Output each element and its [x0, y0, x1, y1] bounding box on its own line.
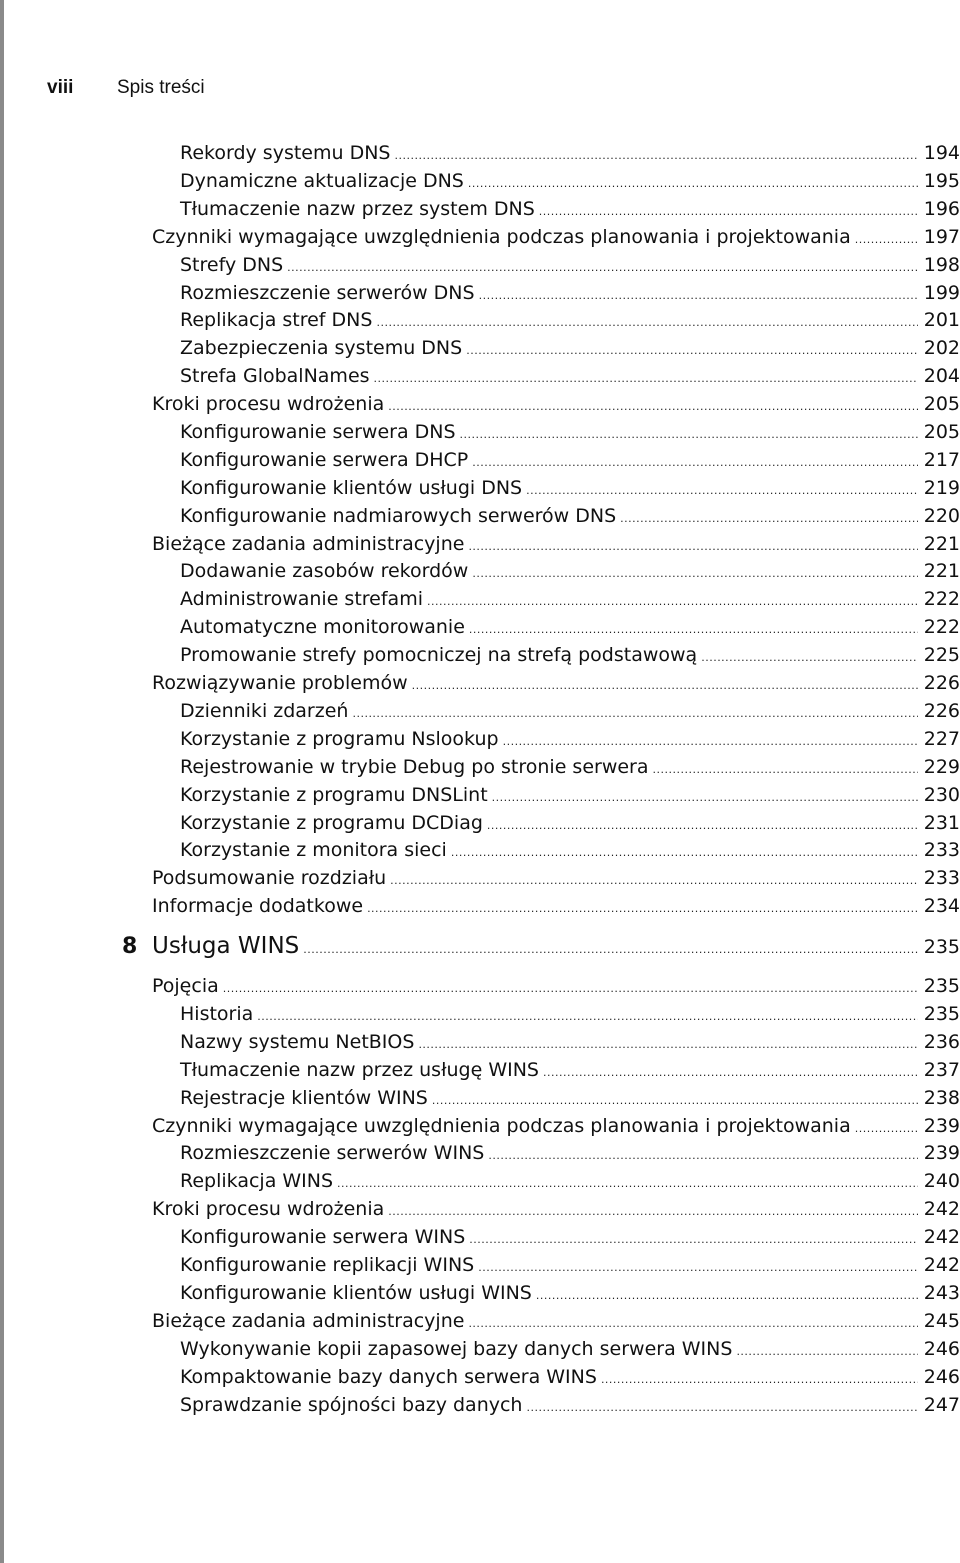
toc-row[interactable] [0, 418, 960, 446]
toc-entry[interactable] [152, 672, 960, 694]
toc-entry-title[interactable]: Konfigurowanie serwera DNS [180, 421, 456, 443]
dot-leader [601, 1373, 918, 1386]
toc-entry[interactable] [180, 1087, 960, 1109]
toc-entry[interactable] [152, 1310, 960, 1332]
toc-entry[interactable] [180, 449, 960, 471]
toc-page-number[interactable]: 222 [923, 588, 960, 610]
toc-page-number[interactable]: 217 [923, 449, 960, 471]
toc-row[interactable] [0, 1363, 960, 1391]
toc-entry-title[interactable]: Promowanie strefy pomocniczej na strefą podstawową [180, 644, 698, 666]
toc-entry[interactable] [180, 254, 960, 276]
toc-entry-title[interactable]: Wykonywanie kopii zapasowej bazy danych serwera WINS [180, 1338, 733, 1360]
toc-page-number[interactable]: 221 [923, 533, 960, 555]
toc-page-number[interactable]: 239 [923, 1115, 960, 1137]
toc-row[interactable] [0, 1279, 960, 1307]
toc-entry-title[interactable]: Korzystanie z programu DCDiag [180, 812, 483, 834]
toc-entry-title[interactable]: Replikacja stref DNS [180, 309, 373, 331]
toc-row[interactable] [0, 362, 960, 390]
toc-entry[interactable] [180, 505, 960, 527]
dot-leader [390, 874, 918, 887]
toc-row[interactable] [0, 557, 960, 585]
toc-page-number[interactable]: 225 [923, 644, 960, 666]
toc-entry-title[interactable]: Korzystanie z programu DNSLint [180, 784, 488, 806]
toc-entry[interactable] [180, 142, 960, 164]
toc-entry[interactable] [180, 756, 960, 778]
toc-page-number[interactable]: 236 [923, 1031, 960, 1053]
toc-entry[interactable] [180, 337, 960, 359]
toc-row[interactable] [0, 334, 960, 362]
toc-row[interactable] [0, 892, 960, 920]
dot-leader [469, 623, 918, 636]
dot-leader [412, 679, 918, 692]
toc-row[interactable] [0, 1112, 960, 1140]
dot-leader [223, 982, 918, 995]
dot-leader [539, 205, 918, 218]
toc-entry[interactable] [180, 1142, 960, 1164]
toc-entry-title[interactable]: Pojęcia [152, 975, 219, 997]
toc-entry-title[interactable]: Kompaktowanie bazy danych serwera WINS [180, 1366, 597, 1388]
toc-page-number[interactable]: 234 [923, 895, 960, 917]
dot-leader [472, 567, 918, 580]
toc-page-number[interactable]: 194 [923, 142, 960, 164]
toc-entry-title[interactable]: Tłumaczenie nazw przez usługę WINS [180, 1059, 539, 1081]
toc-page-number[interactable]: 243 [923, 1282, 960, 1304]
toc-chapter-number: 8 [122, 933, 138, 959]
toc-page-number[interactable]: 235 [923, 975, 960, 997]
toc-entry-title[interactable]: Strefy DNS [180, 254, 284, 276]
dot-leader [432, 1094, 918, 1107]
toc-page-number[interactable]: 199 [923, 282, 960, 304]
dot-leader [469, 1233, 918, 1246]
toc-entry[interactable] [152, 1115, 960, 1137]
toc-entry-title[interactable]: Administrowanie strefami [180, 588, 423, 610]
dot-leader [427, 595, 918, 608]
dot-leader [374, 372, 918, 385]
toc-entry-title[interactable]: Konfigurowanie klientów usługi WINS [180, 1282, 532, 1304]
toc-page-number[interactable]: 233 [923, 867, 960, 889]
toc-entry-title[interactable]: Konfigurowanie replikacji WINS [180, 1254, 475, 1276]
toc-row[interactable] [0, 279, 960, 307]
toc-row[interactable] [0, 502, 960, 530]
toc-entry[interactable] [180, 1170, 960, 1192]
toc-entry-title[interactable]: Kroki procesu wdrożenia [152, 1198, 385, 1220]
toc-page-number[interactable]: 247 [923, 1394, 960, 1416]
toc-entry[interactable] [180, 1059, 960, 1081]
dot-leader [736, 1345, 918, 1358]
toc-entry[interactable] [180, 1003, 960, 1025]
toc-row[interactable] [0, 223, 960, 251]
toc-row[interactable] [0, 1028, 960, 1056]
toc-page-number[interactable]: 196 [923, 198, 960, 220]
toc-entry-title[interactable]: Dodawanie zasobów rekordów [180, 560, 469, 582]
dot-leader [367, 902, 918, 915]
dot-leader [526, 1401, 918, 1414]
toc-entry[interactable] [180, 1254, 960, 1276]
toc-page-number[interactable]: 226 [923, 672, 960, 694]
dot-leader [478, 1261, 918, 1274]
dot-leader [388, 1205, 918, 1218]
toc-entry[interactable] [180, 170, 960, 192]
toc-row[interactable] [0, 167, 960, 195]
dot-leader [468, 540, 918, 553]
toc-row[interactable] [0, 972, 960, 1000]
toc-row[interactable] [0, 251, 960, 279]
toc-entry[interactable] [180, 560, 960, 582]
toc-entry-title[interactable]: Podsumowanie rozdziału [152, 867, 387, 889]
toc-row[interactable] [0, 781, 960, 809]
toc-row[interactable] [0, 1139, 960, 1167]
toc-entry-title[interactable]: Konfigurowanie klientów usługi DNS [180, 477, 523, 499]
toc-entry-title[interactable]: Rozwiązywanie problemów [152, 672, 408, 694]
toc-entry[interactable] [180, 700, 960, 722]
toc-page-number[interactable]: 242 [923, 1198, 960, 1220]
toc-entry[interactable] [152, 533, 960, 555]
toc-row[interactable] [0, 195, 960, 223]
toc-page-number[interactable]: 222 [923, 616, 960, 638]
toc-entry-title[interactable]: Dynamiczne aktualizacje DNS [180, 170, 464, 192]
toc-entry-title[interactable]: Tłumaczenie nazw przez system DNS [180, 198, 535, 220]
page-number: viii [47, 77, 74, 98]
toc-entry[interactable] [180, 309, 960, 331]
toc-row[interactable] [0, 1084, 960, 1112]
toc-entry-title[interactable]: Konfigurowanie nadmiarowych serwerów DNS [180, 505, 617, 527]
toc-chapter-row[interactable] [0, 932, 960, 960]
toc-entry-title[interactable]: Konfigurowanie serwera DHCP [180, 449, 469, 471]
toc-page-number[interactable]: 238 [923, 1087, 960, 1109]
dot-leader [468, 1317, 918, 1330]
toc-row[interactable] [0, 1335, 960, 1363]
toc-entry[interactable] [180, 588, 960, 610]
toc-entry-title[interactable]: Rozmieszczenie serwerów WINS [180, 1142, 485, 1164]
toc-entry[interactable] [152, 933, 960, 959]
dot-leader [526, 484, 918, 497]
toc-page-number[interactable]: 227 [923, 728, 960, 750]
running-title: Spis treści [117, 77, 205, 98]
toc-page-number[interactable]: 204 [923, 365, 960, 387]
toc-page-number[interactable]: 221 [923, 560, 960, 582]
toc-page-number[interactable]: 242 [923, 1226, 960, 1248]
toc-row[interactable] [0, 390, 960, 418]
toc-entry-title[interactable]: Kroki procesu wdrożenia [152, 393, 385, 415]
toc-row[interactable] [0, 669, 960, 697]
toc-row[interactable] [0, 1307, 960, 1335]
toc-row[interactable] [0, 753, 960, 781]
toc-entry-title[interactable]: Czynniki wymagające uwzględnienia podczas planowania i projektowania [152, 226, 851, 248]
dot-leader [468, 177, 918, 190]
toc-entry[interactable] [152, 975, 960, 997]
toc-entry[interactable] [180, 1338, 960, 1360]
toc-entry[interactable] [152, 895, 960, 917]
toc-entry-title[interactable]: Historia [180, 1003, 254, 1025]
toc-page-number[interactable]: 219 [923, 477, 960, 499]
toc-page-number[interactable]: 240 [923, 1170, 960, 1192]
dot-leader [376, 316, 918, 329]
toc-entry[interactable] [180, 1366, 960, 1388]
toc-entry[interactable] [180, 728, 960, 750]
dot-leader [394, 149, 918, 162]
dot-leader [257, 1010, 918, 1023]
toc-entry-title[interactable]: Konfigurowanie serwera WINS [180, 1226, 466, 1248]
toc-entry-title[interactable]: Bieżące zadania administracyjne [152, 1310, 465, 1332]
dot-leader [855, 1122, 918, 1135]
dot-leader [466, 344, 918, 357]
toc-page-number[interactable]: 233 [923, 839, 960, 861]
dot-leader [543, 1066, 918, 1079]
toc-entry-title[interactable]: Sprawdzanie spójności bazy danych [180, 1394, 523, 1416]
toc-row[interactable] [0, 446, 960, 474]
dot-leader [451, 846, 918, 859]
dot-leader [620, 512, 918, 525]
toc-entry-title[interactable]: Usługa WINS [152, 933, 300, 959]
dot-leader [488, 1149, 918, 1162]
toc-page-number[interactable]: 230 [923, 784, 960, 806]
toc-entry-title[interactable]: Korzystanie z monitora sieci [180, 839, 447, 861]
toc-row[interactable] [0, 697, 960, 725]
toc-entry[interactable] [180, 1394, 960, 1416]
toc-entry-title[interactable]: Rozmieszczenie serwerów DNS [180, 282, 475, 304]
toc-row[interactable] [0, 809, 960, 837]
toc-entry[interactable] [180, 421, 960, 443]
dot-leader [653, 763, 918, 776]
toc-entry-title[interactable]: Bieżące zadania administracyjne [152, 533, 465, 555]
dot-leader [303, 943, 918, 956]
dot-leader [418, 1038, 918, 1051]
toc-entry-title[interactable]: Informacje dodatkowe [152, 895, 364, 917]
toc-entry-title[interactable]: Dzienniki zdarzeń [180, 700, 349, 722]
toc-page-number[interactable]: 195 [923, 170, 960, 192]
toc-entry[interactable] [180, 784, 960, 806]
toc-row[interactable] [0, 585, 960, 613]
dot-leader [701, 651, 918, 664]
toc-entry[interactable] [180, 616, 960, 638]
toc-row[interactable] [0, 864, 960, 892]
toc-entry[interactable] [180, 365, 960, 387]
dot-leader [472, 456, 918, 469]
toc-row[interactable] [0, 306, 960, 334]
toc-page-number[interactable]: 220 [923, 505, 960, 527]
toc-row[interactable] [0, 641, 960, 669]
toc-entry-title[interactable]: Rejestracje klientów WINS [180, 1087, 428, 1109]
toc-entry[interactable] [180, 839, 960, 861]
toc-entry[interactable] [180, 1031, 960, 1053]
toc-page-number[interactable]: 198 [923, 254, 960, 276]
toc-row[interactable] [0, 1056, 960, 1084]
toc-page-number[interactable]: 229 [923, 756, 960, 778]
toc-entry[interactable] [152, 867, 960, 889]
toc-page-number[interactable]: 235 [923, 936, 960, 958]
toc-page-number[interactable]: 246 [923, 1366, 960, 1388]
toc-page-number[interactable]: 237 [923, 1059, 960, 1081]
toc-entry[interactable] [180, 1226, 960, 1248]
toc-row[interactable] [0, 1000, 960, 1028]
dot-leader [492, 791, 918, 804]
dot-leader [352, 707, 918, 720]
toc-page-number[interactable]: 205 [923, 393, 960, 415]
toc-entry[interactable] [180, 477, 960, 499]
toc-entry[interactable] [180, 644, 960, 666]
dot-leader [287, 261, 918, 274]
toc-page-number[interactable]: 235 [923, 1003, 960, 1025]
toc-row[interactable] [0, 725, 960, 753]
toc-entry-title[interactable]: Replikacja WINS [180, 1170, 334, 1192]
toc-entry[interactable] [180, 1282, 960, 1304]
toc-row[interactable] [0, 1391, 960, 1419]
toc-row[interactable] [0, 1195, 960, 1223]
toc-entry[interactable] [152, 226, 960, 248]
toc-page-number[interactable]: 202 [923, 337, 960, 359]
toc-entry-title[interactable]: Rekordy systemu DNS [180, 142, 391, 164]
toc-entry-title[interactable]: Rejestrowanie w trybie Debug po stronie serwera [180, 756, 649, 778]
dot-leader [388, 400, 918, 413]
dot-leader [536, 1289, 918, 1302]
dot-leader [460, 428, 918, 441]
dot-leader [487, 819, 918, 832]
toc-page-number[interactable]: 246 [923, 1338, 960, 1360]
toc-row[interactable] [0, 139, 960, 167]
toc-entry-title[interactable]: Nazwy systemu NetBIOS [180, 1031, 415, 1053]
toc-row[interactable] [0, 1251, 960, 1279]
dot-leader [855, 233, 918, 246]
toc-entry-title[interactable]: Strefa GlobalNames [180, 365, 370, 387]
dot-leader [479, 289, 918, 302]
dot-leader [337, 1177, 918, 1190]
toc-page-number[interactable]: 231 [923, 812, 960, 834]
toc-page-number[interactable]: 245 [923, 1310, 960, 1332]
toc-page-number[interactable]: 197 [923, 226, 960, 248]
toc-entry[interactable] [152, 393, 960, 415]
toc-page-number[interactable]: 242 [923, 1254, 960, 1276]
toc-row[interactable] [0, 530, 960, 558]
toc-entry[interactable] [180, 282, 960, 304]
toc-entry-title[interactable]: Korzystanie z programu Nslookup [180, 728, 499, 750]
toc-entry-title[interactable]: Czynniki wymagające uwzględnienia podczas planowania i projektowania [152, 1115, 851, 1137]
dot-leader [503, 735, 918, 748]
toc-row[interactable] [0, 1223, 960, 1251]
toc-row[interactable] [0, 1167, 960, 1195]
toc-page-number[interactable]: 239 [923, 1142, 960, 1164]
toc-entry-title[interactable]: Zabezpieczenia systemu DNS [180, 337, 463, 359]
toc-page-number[interactable]: 205 [923, 421, 960, 443]
toc-page-number[interactable]: 201 [923, 309, 960, 331]
toc-entry[interactable] [180, 198, 960, 220]
toc-page-number[interactable]: 226 [923, 700, 960, 722]
toc-row[interactable] [0, 836, 960, 864]
toc-entry[interactable] [152, 1198, 960, 1220]
toc-entry-title[interactable]: Automatyczne monitorowanie [180, 616, 465, 638]
toc-entry[interactable] [180, 812, 960, 834]
toc-row[interactable] [0, 474, 960, 502]
toc-row[interactable] [0, 613, 960, 641]
